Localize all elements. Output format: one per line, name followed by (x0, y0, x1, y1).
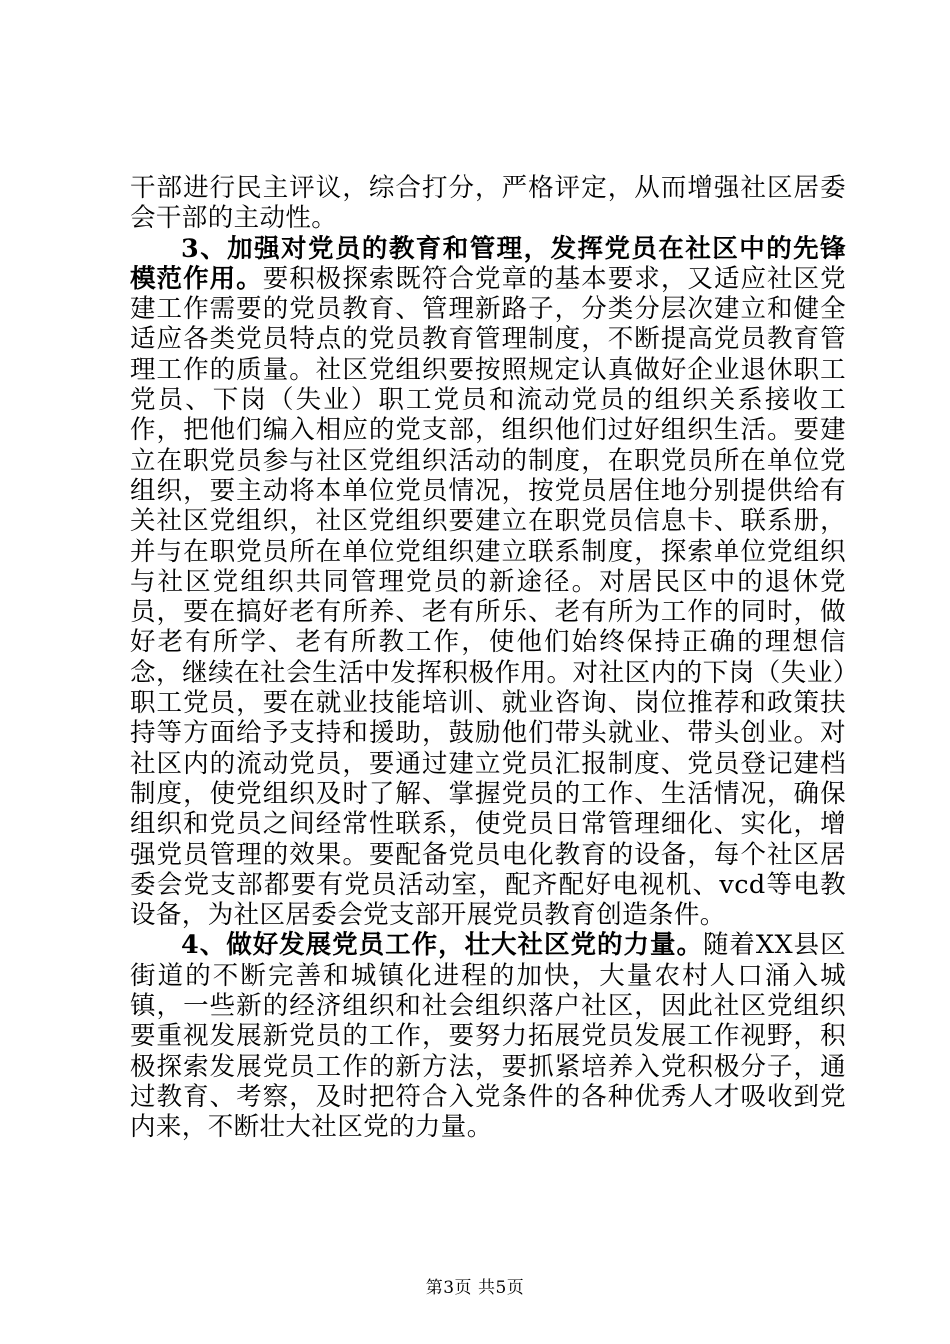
page-footer (0, 1273, 950, 1298)
paragraph-section-3 (130, 234, 846, 931)
section-4-heading: 4、做好发展党员工作，壮大社区党的力量。 (181, 930, 703, 961)
section-3-heading: 3、加强对党员的教育和管理，发挥党员在社区中的先锋模范作用。 (130, 233, 846, 294)
page-number-label: 第3页 共5页 (425, 1278, 525, 1298)
document-body (130, 173, 846, 1143)
paragraph-section-4 (130, 930, 846, 1142)
section-3-text: 要积极探索既符合党章的基本要求，又适应社区党建工作需要的党员教育、管理新路子，分类分层次建立和健全适应各类党员特点的党员教育管理制度，不断提高党员教育管理工作的质量。社区党组织要按照规定认真做好企业退休职工党员、下岗（失业）职工党员和流动党员的组织关系接收工作，把他们编入相应的党支部，组织他们过好组织生活。要建立在职党员参与社区党组织活动的制度，在职党员所在单位党组织，要主动将本单位党员情况，按党员居住地分别提供给有关社区党组织，社区党组织要建立在职党员信息卡、联系册，并与在职党员所在单位党组织建立联系制度，探索单位党组织与社区党组织共同管理党员的新途径。对居民区中的退休党员，要在搞好老有所养、老有所乐、老有所为工作的同时，做好老有所学、老有所教工作，使他们始终保持正确的理想信念，继续在社会生活中发挥积极作用。对社区内的下岗（失业）职工党员，要在就业技能培训、就业咨询、岗位推荐和政策扶持等方面给予支持和援助，鼓励他们带头就业、带头创业。对社区内的流动党员，要通过建立党员汇报制度、党员登记建档制度，使党组织及时了解、掌握党员的工作、生活情况，确保组织和党员之间经常性联系，使党员日常管理细化、实化，增强党员管理的效果。要配备党员电化教育的设备，每个社区居委会党支部都要有党员活动室，配齐配好电视机、vcd等电教设备，为社区居委会党支部开展党员教育创造条件。 (130, 263, 846, 931)
paragraph-text: 干部进行民主评议，综合打分，严格评定，从而增强社区居委会干部的主动性。 (130, 173, 846, 234)
section-4-text: 随着XX县区街道的不断完善和城镇化进程的加快，大量农村人口涌入城镇，一些新的经济组织和社会组织落户社区，因此社区党组织要重视发展新党员的工作，要努力拓展党员发展工作视野，积极探索发展党员工作的新方法，要抓紧培养入党积极分子，通过教育、考察，及时把符合入党条件的各种优秀人才吸收到党内来，不断壮大社区党的力量。 (130, 930, 846, 1143)
paragraph-continuation (130, 173, 846, 234)
